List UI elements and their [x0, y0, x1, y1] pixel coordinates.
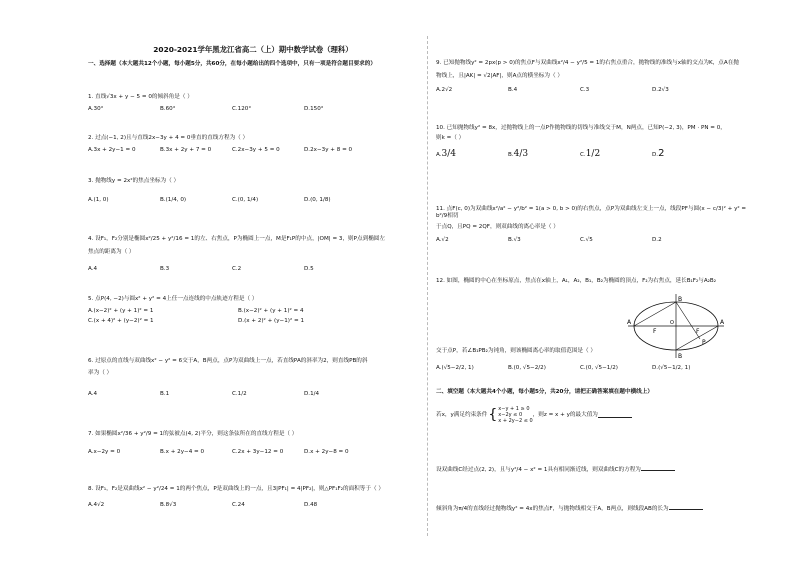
doc-title: 2020-2021学年黑龙江省高二（上）期中数学试卷（理科） — [153, 45, 353, 54]
option-d[interactable]: D.(0, 1/8) — [304, 197, 331, 203]
column-divider — [427, 36, 428, 536]
q4-options — [88, 266, 418, 273]
q4-stem-line2: 焦点的距离为（ ） — [88, 249, 135, 255]
option-a[interactable]: A.(1, 0) — [88, 197, 109, 203]
option-b[interactable]: B.x + 2y−4 = 0 — [160, 449, 205, 455]
question-10 — [436, 125, 766, 161]
question-6 — [88, 358, 418, 398]
q3-options — [88, 197, 376, 204]
option-d[interactable]: D.5 — [304, 266, 314, 272]
q2-options — [88, 147, 376, 154]
q12-stem-line1: 12. 如图，椭圆的中心在坐标原点，焦点在x轴上，A₁，A₂，B₁，B₂为椭圆的顶点，F₂为右焦点，延长B₁F₂与A₂B₂ — [436, 278, 716, 284]
q1-stem: 1. 直线√3x + y − 5 = 0的倾斜角是（ ） — [88, 94, 193, 100]
option-b[interactable]: B.(0, √5−2/2) — [508, 365, 546, 371]
option-d[interactable]: D.(x + 2)² + (y−1)² = 1 — [238, 318, 305, 324]
q13-conditions — [498, 406, 532, 424]
option-c[interactable]: C.1/2 — [580, 149, 601, 159]
option-b[interactable]: B.4 — [508, 87, 518, 93]
section2-title: 二、填空题（本大题共4个小题，每小题5分，共20分，请把正确答案填在题中横线上） — [436, 389, 653, 395]
question-5 — [88, 296, 418, 328]
option-a[interactable]: A.4 — [88, 266, 98, 272]
option-b[interactable]: B.(x−2)² + (y + 1)² = 4 — [238, 308, 304, 314]
option-d[interactable]: D.x + 2y−8 = 0 — [304, 449, 349, 455]
option-c[interactable]: C.(0, 1/4) — [232, 197, 259, 203]
option-d[interactable]: D.1/4 — [304, 391, 320, 397]
option-b[interactable]: B.4/3 — [508, 149, 529, 159]
question-13 — [436, 406, 766, 424]
label-p: P — [702, 339, 706, 346]
q10-stem-text: 10. 已知抛物线y² = 8x，过抛物线上的一点P作抛物线的切线与准线交于M，N两点，已知P(−2, 3)，PM · PN = 0， — [436, 125, 726, 131]
option-c[interactable]: C.√5 — [580, 237, 593, 243]
q13-prefix: 若x，y满足约束条件 — [436, 411, 488, 418]
q13-cond-1: x−y + 1 ≥ 0 — [498, 406, 530, 412]
option-c[interactable]: C.1/2 — [232, 391, 247, 397]
q10-stem-line2: 则k =（ ） — [436, 135, 465, 141]
option-a[interactable]: A.30° — [88, 106, 104, 112]
answer-blank[interactable] — [598, 412, 632, 418]
q4-stem-line1: 4. 设F₁，F₂分别是椭圆x²/25 + y²/16 = 1的左、右焦点，P为椭圆上一点，M是F₁P的中点，|OM| = 3，则P点到椭圆左 — [88, 236, 385, 242]
option-c[interactable]: C.3 — [580, 87, 590, 93]
option-a[interactable]: A.3x + 2y−1 = 0 — [88, 147, 136, 153]
q9-stem-line1: 9. 已知抛物线y² = 2px(p > 0)的焦点F与双曲线x²/4 − y²/5 = 1的右焦点重合，抛物线的准线与x轴的交点为K，点A在抛 — [436, 60, 739, 66]
q3-stem: 3. 抛物线y = 2x²的焦点坐标为（ ） — [88, 178, 180, 184]
option-d[interactable]: D.2x−3y + 8 = 0 — [304, 147, 353, 153]
question-1 — [88, 94, 376, 113]
label-a1: A — [627, 319, 632, 326]
question-14 — [436, 465, 766, 474]
q5-stem: 5. 点P(4, −2)与圆x² + y² = 4上任一点连线的中点轨迹方程是（ ） — [88, 296, 258, 302]
q14-stem: 设双曲线C经过点(2, 2)，且与y²/4 − x² = 1具有相同渐近线，则双曲线C的方程为 — [436, 467, 641, 473]
q11-stem-line1: 11. 点F(c, 0)为双曲线x²/a² − y²/b² = 1(a > 0, b > 0)的右焦点，点P为双曲线左支上一点，线段PF与圆(x − c/3)² + y² = b²/9相切 — [436, 206, 747, 219]
question-9 — [436, 60, 766, 94]
question-2 — [88, 135, 376, 154]
label-b1: B — [678, 296, 683, 303]
q11-stem-line2: 于点Q，且PQ = 2QF，则双曲线的离心率是（ ） — [436, 224, 559, 230]
option-a[interactable]: A.(x−2)² + (y + 1)² = 1 — [88, 308, 154, 314]
q6-stem-line2: 率为（ ） — [88, 370, 113, 376]
option-b[interactable]: B.√3 — [508, 237, 521, 243]
question-7 — [88, 431, 376, 456]
answer-blank[interactable] — [669, 504, 703, 510]
q5-options — [88, 308, 418, 328]
option-b[interactable]: B.(1/4, 0) — [160, 197, 187, 203]
q13-suffix: ，则z = x + y的最大值为 — [532, 411, 598, 418]
option-c[interactable]: C.2 — [232, 266, 242, 272]
option-a[interactable]: A.3/4 — [436, 149, 456, 159]
q9-options — [436, 87, 766, 94]
option-b[interactable]: B.3 — [160, 266, 170, 272]
q7-stem: 7. 如果椭圆x²/36 + y²/9 = 1的弦被点(4, 2)平分，则这条弦所在的直线方程是（ ） — [88, 431, 298, 437]
option-a[interactable]: A.2√2 — [436, 87, 453, 93]
section1-title: 一、选择题（本大题共12个小题，每小题5分，共60分，在每小题给出的四个选项中，只有一项是符合题目要求的） — [88, 61, 376, 67]
q13-cond-3: x + 2y−2 ≤ 0 — [498, 418, 533, 424]
q13-stem — [436, 406, 766, 424]
option-d[interactable]: D.2√3 — [652, 87, 669, 93]
question-3 — [88, 178, 376, 204]
label-a2: A — [720, 319, 725, 326]
label-f2: F — [696, 328, 700, 335]
option-b[interactable]: B.60° — [160, 106, 176, 112]
option-b[interactable]: B.8√3 — [160, 502, 177, 508]
q10-options — [436, 148, 766, 161]
option-b[interactable]: B.1 — [160, 391, 170, 397]
option-c[interactable]: C.(x + 4)² + (y−2)² = 1 — [88, 318, 154, 324]
question-12-continued — [436, 348, 766, 372]
q6-stem-line1: 6. 过原点的直线与双曲线x² − y² = 6交于A，B两点，点P为双曲线上一点，若直线PA的斜率为2，则直线PB的斜 — [88, 358, 368, 364]
q8-options — [88, 502, 428, 509]
option-a[interactable]: A.4 — [88, 391, 98, 397]
q9-stem-line2: 物线上，且|AK| = √2|AF|，则A点的横坐标为（ ） — [436, 73, 563, 79]
answer-blank[interactable] — [641, 465, 675, 471]
q15-stem: 倾斜角为π/4的直线经过抛物线y² = 4x的焦点F，与抛物线相交于A，B两点，则线段AB的长为 — [436, 506, 669, 512]
q1-options — [88, 106, 376, 113]
option-c[interactable]: C.24 — [232, 502, 245, 508]
option-a[interactable]: A.4√2 — [88, 502, 105, 508]
question-12 — [436, 278, 766, 285]
label-o: O — [670, 320, 674, 326]
option-c[interactable]: C.(0, √5−1/2) — [580, 365, 618, 371]
option-d[interactable]: D.150° — [304, 106, 324, 112]
option-c[interactable]: C.120° — [232, 106, 252, 112]
label-f1: F — [653, 328, 657, 335]
option-c[interactable]: C.2x−3y + 5 = 0 — [232, 147, 280, 153]
q10-stem — [436, 125, 766, 132]
option-d[interactable]: D.2 — [652, 237, 662, 243]
q13-cond-2: x−2y ≤ 0 — [498, 412, 523, 418]
option-d[interactable]: D.(√5−1/2, 1) — [652, 365, 691, 371]
q2-stem: 2. 过点(−1, 2)且与直线2x−3y + 4 = 0垂直的直线方程为（ ） — [88, 135, 249, 141]
option-b[interactable]: B.3x + 2y + 7 = 0 — [160, 147, 212, 153]
option-c[interactable]: C.2x + 3y−12 = 0 — [232, 449, 284, 455]
option-a[interactable]: A.√2 — [436, 237, 449, 243]
option-d[interactable]: D.2 — [652, 148, 665, 159]
q11-options — [436, 237, 756, 244]
q7-options — [88, 449, 376, 456]
question-8 — [88, 486, 428, 509]
option-a[interactable]: A.(√5−2/2, 1) — [436, 365, 474, 371]
q12-options — [436, 365, 766, 372]
option-d[interactable]: D.48 — [304, 502, 318, 508]
question-15 — [436, 504, 766, 513]
q12-stem-line2: 交于点P，若∠B₁PB₂为钝角，则该椭圆离心率的取值范围是（ ） — [436, 348, 596, 354]
brace-icon: { — [488, 407, 498, 423]
q8-stem: 8. 设F₁，F₂是双曲线x² − y²/24 = 1的两个焦点，P是双曲线上的一点，且3|PF₁| = 4|PF₂|，则△PF₁F₂的面积等于（ ） — [88, 486, 384, 492]
option-a[interactable]: A.x−2y = 0 — [88, 449, 121, 455]
question-11 — [436, 206, 756, 244]
q6-options — [88, 391, 418, 398]
label-b2: B — [678, 353, 683, 360]
question-4 — [88, 236, 418, 273]
